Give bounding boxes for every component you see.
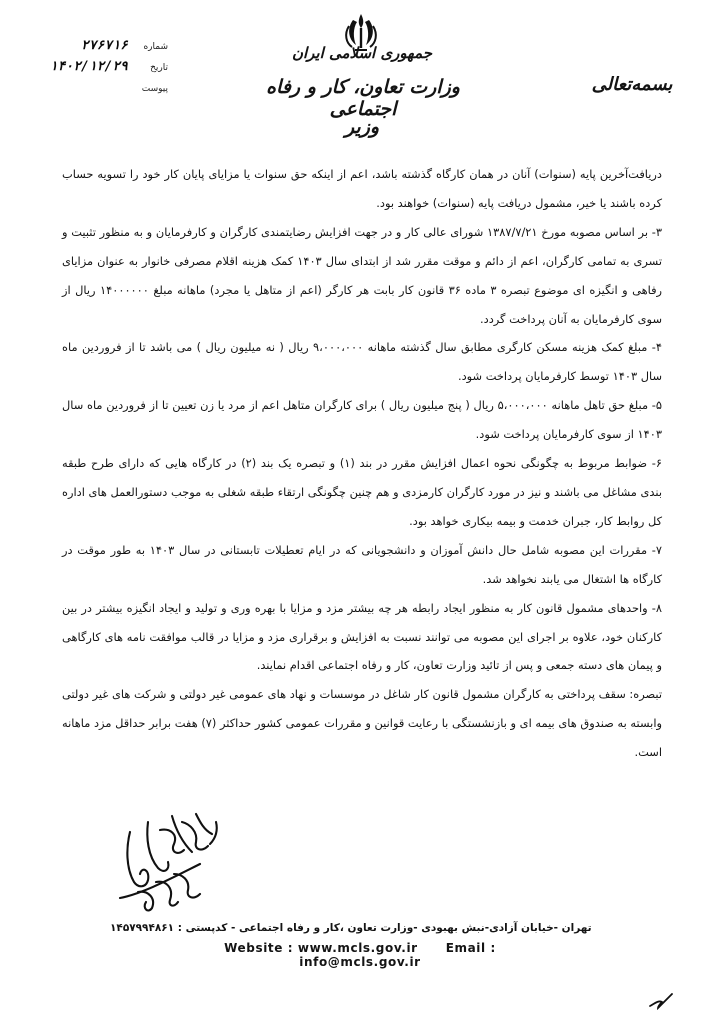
republic-name: جمهوری اسلامی ایران <box>291 44 433 62</box>
date-label: تاریخ <box>150 63 168 73</box>
footer-address: تهران -خیابان آزادی-نبش بهبودی -وزارت تعاون ،کار و رفاه اجتماعی - کدپستی : ۱۴۵۷۹۹۴۸۶۱ <box>110 922 592 934</box>
attachment-label: پیوست <box>141 84 168 94</box>
number-value: ۲۷۶۷۱۶ <box>81 38 128 53</box>
letter-attachment-field <box>48 80 168 100</box>
minister-title: وزیر <box>344 116 380 138</box>
paragraph-note-ceiling: تبصره: سقف پرداختی به کارگران مشمول قانون کار شاغل در موسسات و نهاد های عمومی غیر دولتی و شرکت های غیر دولتی وابسته به صندوق های بیمه ای و بازنشستگی با رعایت قوانین و مقررات عمومی کشور حداکثر (۷) هفت برابر حداقل مزد ماهانه است. <box>62 687 662 760</box>
letter-number-field <box>48 38 168 58</box>
footer-contact <box>180 941 540 969</box>
paragraph-pension-base: دریافت‌آخرین پایه (سنوات) آنان در همان کارگاه گذشته باشد، اعم از اینکه حق سنوات یا مزایای پایان کار خود را تسویه حساب کرده باشند یا خیر، مشمول دریافت پایه (سنوات) خواهند بود. <box>62 167 662 210</box>
paragraph-8-productivity: ۸- واحدهای مشمول قانون کار به منظور ایجاد رابطه هر چه بیشتر مزد و مزایا با بهره وری و تولید و ایجاد انگیزه بیشتر در بین کارکنان خود، علاوه بر اجرای این مصوبه می توانند نسبت به افزایش و برقراری مزد و مزایا در قالب موافقت نامه های کارگاهی و پیمان های دسته جمعی و پس از تائید وزارت تعاون، کار و رفاه اجتماعی اقدام نمایند. <box>62 600 662 673</box>
number-label: شماره <box>143 42 168 52</box>
checkmark-icon <box>648 992 674 1010</box>
letter-date-field <box>48 59 168 79</box>
letter-body <box>62 160 662 767</box>
date-value: ۱۴۰۲/۱۲/۲۹ <box>49 59 128 74</box>
paragraph-3-household-allowance: ۳- بر اساس مصوبه مورخ ۱۳۸۷/۷/۲۱ شورای عالی کار و در جهت افزایش رضایتمندی کارگران و کارفرمایان و به منظور تثبیت و تسری به تمامی کارگران، اعم از دائم و موقت مقرر شد از ابتدای سال ۱۴۰۳ کمک هزینه اقلام مصرفی خانوار به عنوان مزایای رفاهی و انگیزه ای موضوع تبصره ۳ ماده ۳۶ قانون کار بابت هر کارگر (اعم از متاهل یا مجرد) ماهانه مبلغ ۱۴۰۰۰۰۰۰ ریال از سوی کارفرمایان به آنان پرداخت گردد. <box>62 224 663 326</box>
footer-email: Email : info@mcls.gov.ir <box>299 941 496 969</box>
paragraph-6-rules: ۶- ضوابط مربوط به چگونگی نحوه اعمال افزایش مقرر در بند (۱) و تبصره یک بند (۲) در کارگاه هایی که دارای طرح طبقه بندی مشاغل می باشند و نیز در مورد کارگران کارمزدی و هم چنین چگونگی ارتقاء طبقه شغلی به موجب دستورالعمل های اداره کل روابط کار، جبران خدمت و بیمه بیکاری خواهد بود. <box>62 456 662 528</box>
paragraph-5-marriage-allowance: ۵- مبلغ حق تاهل ماهانه ۵،۰۰۰،۰۰۰ ریال ( پنج میلیون ریال ) برای کارگران متاهل اعم از مرد یا زن تعیین تا از فروردین ماه سال ۱۴۰۳ از سوی کارفرمایان پرداخت شود. <box>62 398 662 442</box>
basmala-heading: بسمه‌تعالی <box>591 74 673 95</box>
paragraph-7-students: ۷- مقررات این مصوبه شامل حال دانش آموزان و دانشجویانی که در ایام تعطیلات تابستانی در سال ۱۴۰۳ به طور موقت در کارگاه ها اشتغال می یابند نخواهد شد. <box>62 542 662 586</box>
footer-website: Website : www.mcls.gov.ir <box>224 941 418 955</box>
ministry-name: وزارت تعاون، کار و رفاه اجتماعی <box>266 76 460 120</box>
paragraph-4-housing-allowance: ۴- مبلغ کمک هزینه مسکن کارگری مطابق سال گذشته ماهانه ۹،۰۰۰،۰۰۰ ریال ( نه میلیون ریال ) می باشد تا از فروردین ماه سال ۱۴۰۳ توسط کارفرمایان پرداخت شود. <box>62 340 662 384</box>
